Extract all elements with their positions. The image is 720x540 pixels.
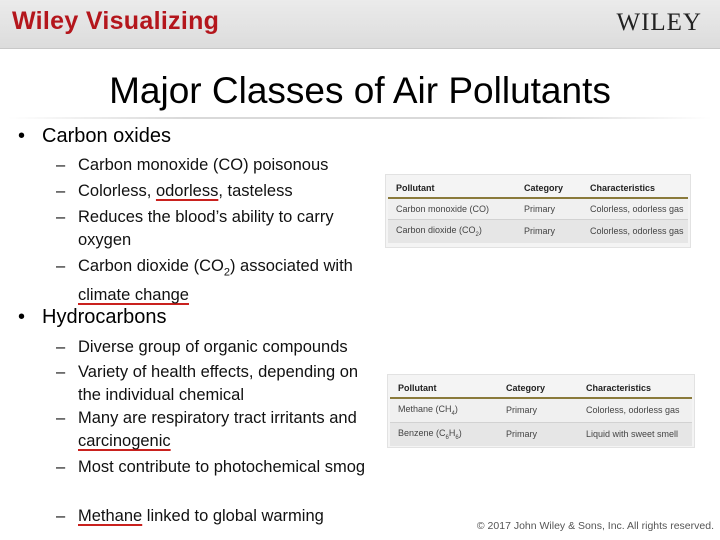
dash-icon: – <box>56 208 66 226</box>
bullet-heading: Hydrocarbons <box>42 306 167 328</box>
list-item <box>56 206 376 252</box>
col-characteristics: Characteristics <box>578 377 692 398</box>
hydrocarbons-table <box>390 377 692 446</box>
table-row: Carbon monoxide (CO) Primary Colorless, odorless gas <box>388 198 688 220</box>
carcinogenic-link[interactable]: carcinogenic <box>78 432 171 450</box>
dash-icon: – <box>56 338 66 356</box>
copyright-notice: © 2017 John Wiley & Sons, Inc. All rights reserved. <box>476 520 714 532</box>
list-item-text: Many are respiratory tract irritants and carcinogenic <box>78 409 357 450</box>
title-divider <box>8 117 712 119</box>
dash-icon: – <box>56 156 66 174</box>
list-item <box>56 180 376 203</box>
list-item-text: Carbon dioxide $(CO_2)$ associated with climate change <box>78 257 353 305</box>
table-row: Methane $(CH_4)$ Primary Colorless, odorless gas <box>390 398 692 422</box>
wiley-logo: WILEY <box>616 9 702 36</box>
list-item-text: Variety of health effects, depending on the individual chemical <box>78 363 359 404</box>
dash-icon: – <box>56 257 66 275</box>
list-item <box>56 336 386 359</box>
list-item <box>56 407 376 453</box>
bullet-heading: Carbon oxides <box>42 125 171 147</box>
climate-change-link[interactable]: climate change <box>78 286 189 305</box>
col-characteristics: Characteristics <box>582 177 688 198</box>
list-item-text: Most contribute to photochemical smog <box>78 458 366 476</box>
methane-link[interactable]: Methane <box>78 507 143 525</box>
dash-icon: – <box>56 363 66 381</box>
table-header-row <box>390 377 692 398</box>
list-item <box>56 255 376 307</box>
list-item-text: Reduces the blood’s ability to carry oxygen <box>78 208 334 249</box>
col-pollutant: Pollutant <box>390 377 498 398</box>
col-category: Category <box>498 377 578 398</box>
list-item <box>56 361 376 407</box>
list-item-text: Carbon monoxide (CO) poisonous <box>78 156 329 174</box>
dash-icon: – <box>56 507 66 525</box>
bullet-carbon-oxides <box>18 125 171 148</box>
list-item-text: Diverse group of organic compounds <box>78 338 348 356</box>
slide-title: Major Classes of Air Pollutants <box>109 70 611 111</box>
dash-icon: – <box>56 182 66 200</box>
header-bar <box>0 0 720 49</box>
list-item <box>56 154 376 177</box>
list-item-text: Colorless, odorless, tasteless <box>78 182 293 200</box>
dash-icon: – <box>56 458 66 476</box>
table-row: Carbon dioxide $(CO_2)$ Primary Colorless, odorless gas <box>388 220 688 243</box>
col-category: Category <box>516 177 582 198</box>
col-pollutant: Pollutant <box>388 177 516 198</box>
list-item <box>56 505 376 528</box>
bullet-icon: • <box>18 306 26 328</box>
dash-icon: – <box>56 409 66 427</box>
carbon-oxides-table <box>388 177 688 243</box>
table-header-row <box>388 177 688 198</box>
list-item <box>56 456 376 479</box>
wiley-visualizing-logo: Wiley Visualizing <box>12 7 220 35</box>
table-row: Benzene $(C_6H_6)$ Primary Liquid with sweet smell <box>390 422 692 445</box>
bullet-icon: • <box>18 125 26 147</box>
bullet-hydrocarbons <box>18 306 167 329</box>
odorless-link[interactable]: odorless <box>155 182 219 200</box>
list-item-text: Methane linked to global warming <box>78 507 324 525</box>
